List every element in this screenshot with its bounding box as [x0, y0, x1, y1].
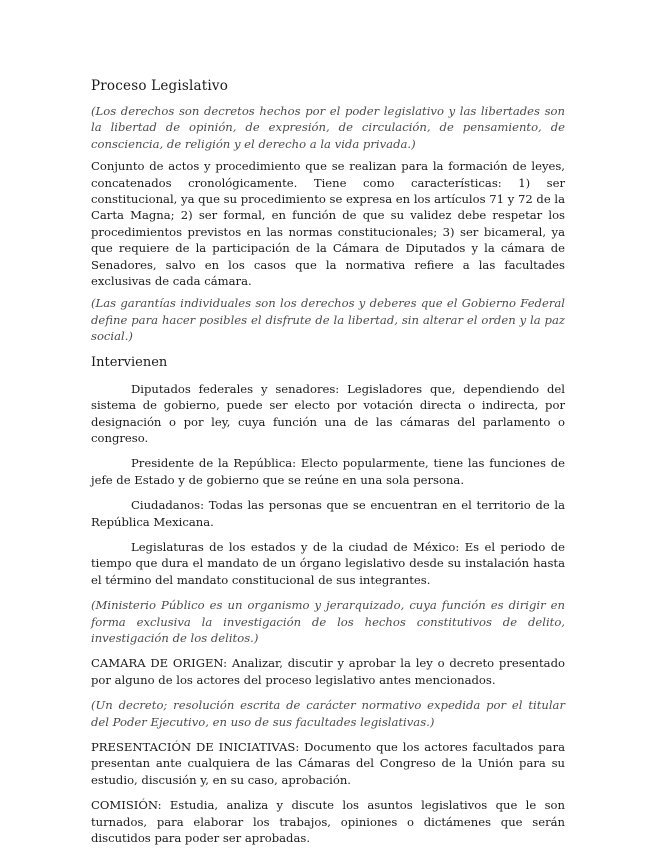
intervienen-item-presidente: Presidente de la República: Electo popularmente, tiene las funciones de jefe de Estado y de gobierno que se reúne en una sola persona. — [91, 456, 565, 487]
note-ministerio: (Ministerio Público es un organismo y jerarquizado, cuya función es dirigir en forma exclusiva la investigación de los hechos constitutivos de delito, investigación de los delitos.) — [91, 598, 565, 645]
comision-paragraph: COMISIÓN: Estudia, analiza y discute los asuntos legislativos que le son turnados, para elaborar los trabajos, opiniones o dictámenes que serán discutidos para poder ser aprobadas. — [91, 798, 565, 846]
note-derechos: (Los derechos son decretos hechos por el poder legislativo y las libertades son la libertad de opinión, de expresión, de circulación, de pensamiento, de consciencia, de religión y el derecho a la vida privada.) — [91, 104, 565, 151]
section-intervienen-heading: Intervienen — [91, 354, 168, 370]
note-garantias: (Las garantías individuales son los derechos y deberes que el Gobierno Federal define para hacer posibles el disfrute de la libertad, sin alterar el orden y la paz social.) — [91, 296, 565, 344]
camara-origen-paragraph: CAMARA DE ORIGEN: Analizar, discutir y aprobar la ley o decreto presentado por alguno de los actores del proceso legislativo antes mencionados. — [91, 656, 565, 687]
intervienen-item-legislaturas: Legislaturas de los estados y de la ciudad de México: Es el periodo de tiempo que dura el mandato de un órgano legislativo desde su instalación hasta el término del mandato constitucional de sus integrantes. — [91, 539, 565, 587]
presentacion-paragraph: PRESENTACIÓN DE INICIATIVAS: Documento que los actores facultados para presentan ante cualquiera de las Cámaras del Congreso de la Unión para su estudio, discusión y, en su caso, aprobación. — [91, 740, 565, 787]
intervienen-item-ciudadanos: Ciudadanos: Todas las personas que se encuentran en el territorio de la República Mexicana. — [91, 498, 565, 529]
document-title: Proceso Legislativo — [91, 78, 229, 94]
intervienen-item-diputados: Diputados federales y senadores: Legisladores que, dependiendo del sistema de gobierno, puede ser electo por votación directa o indirecta, por designación o por ley, cuya función una de las cámaras del parlamento o congreso. — [91, 381, 565, 445]
note-decreto: (Un decreto; resolución escrita de carácter normativo expedida por el titular del Poder Ejecutivo, en uso de sus facultades legislativas.) — [91, 698, 565, 729]
definition-paragraph: Conjunto de actos y procedimiento que se realizan para la formación de leyes, concatenados cronológicamente. Tiene como características: 1) ser constitucional, ya que su procedimiento se expresa en los artículos 71 y 72 de la Carta Magna; 2) ser formal, en función de que su validez debe respetar los procedimientos previstos en las normas constitucionales; 3) ser bicameral, ya que requiere de la participación de la Cámara de Diputados y la cámara de Senadores, salvo en los casos que la normativa refiere a las facultades exclusivas de cada cámara. — [91, 159, 565, 289]
